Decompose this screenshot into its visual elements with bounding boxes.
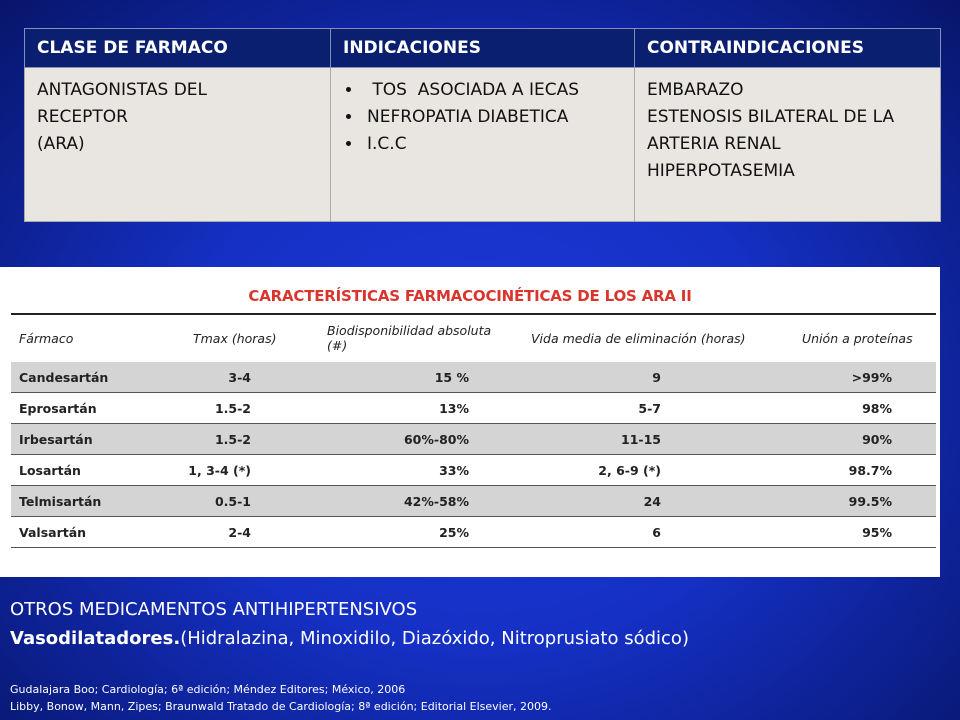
bioavailability: 42%-58% <box>291 486 501 517</box>
pharmacokinetics-panel <box>0 267 940 577</box>
half-life: 11-15 <box>501 424 766 455</box>
half-life: 24 <box>501 486 766 517</box>
half-life: 5-7 <box>501 393 766 424</box>
pk-header: Vida media de eliminación (horas) <box>501 320 766 359</box>
half-life: 9 <box>501 359 766 393</box>
contraindicacion-line: ARTERIA RENAL <box>647 134 781 154</box>
bioavailability: 15 % <box>291 359 501 393</box>
cell-clase <box>25 68 331 222</box>
contraindicacion-line: HIPERPOTASEMIA <box>647 161 795 181</box>
vasodilators-label: Vasodilatadores. <box>10 628 181 649</box>
pk-table <box>11 320 936 548</box>
table-row <box>11 393 936 424</box>
header-indicaciones: INDICACIONES <box>331 29 635 68</box>
bioavailability: 33% <box>291 455 501 486</box>
pk-header: Fármaco <box>11 320 171 359</box>
tmax: 2-4 <box>171 517 291 548</box>
table-row <box>11 424 936 455</box>
table-row <box>11 486 936 517</box>
table-row <box>11 517 936 548</box>
indicacion-item: • NEFROPATIA DIABETICA <box>363 104 622 131</box>
table-row <box>11 359 936 393</box>
pk-header: Tmax (horas) <box>171 320 291 359</box>
indicacion-item: • TOS ASOCIADA A IECAS <box>363 77 622 104</box>
contraindicacion-line: EMBARAZO <box>647 80 744 100</box>
clase-line: (ARA) <box>37 134 85 154</box>
drug-class-table <box>24 28 941 222</box>
drug-name: Telmisartán <box>11 486 171 517</box>
tmax: 1, 3-4 (*) <box>171 455 291 486</box>
contraindicacion-line: ESTENOSIS BILATERAL DE LA <box>647 107 895 127</box>
protein-binding: 95% <box>766 517 936 548</box>
pk-header: Unión a proteínas <box>766 320 936 359</box>
drug-name: Valsartán <box>11 517 171 548</box>
vasodilators-list: (Hidralazina, Minoxidilo, Diazóxido, Nitroprusiato sódico) <box>180 628 689 649</box>
reference-2: Libby, Bonow, Mann, Zipes; Braunwald Tratado de Cardiología; 8ª edición; Editorial Elsevier, 2009. <box>10 700 552 713</box>
drug-name: Candesartán <box>11 359 171 393</box>
vasodilators-line <box>10 628 689 649</box>
bioavailability: 13% <box>291 393 501 424</box>
title-rule <box>11 313 936 315</box>
bioavailability: 60%-80% <box>291 424 501 455</box>
other-drugs-heading: OTROS MEDICAMENTOS ANTIHIPERTENSIVOS <box>10 599 418 620</box>
protein-binding: >99% <box>766 359 936 393</box>
pk-header-row <box>11 320 936 359</box>
protein-binding: 98.7% <box>766 455 936 486</box>
protein-binding: 90% <box>766 424 936 455</box>
pk-title: CARACTERÍSTICAS FARMACOCINÉTICAS DE LOS ARA II <box>248 287 692 305</box>
half-life: 6 <box>501 517 766 548</box>
drug-name: Irbesartán <box>11 424 171 455</box>
half-life: 2, 6-9 (*) <box>501 455 766 486</box>
protein-binding: 99.5% <box>766 486 936 517</box>
drug-name: Losartán <box>11 455 171 486</box>
tmax: 3-4 <box>171 359 291 393</box>
clase-line: RECEPTOR <box>37 107 128 127</box>
table-row <box>11 455 936 486</box>
header-clase: CLASE DE FARMACO <box>25 29 331 68</box>
protein-binding: 98% <box>766 393 936 424</box>
clase-line: ANTAGONISTAS DEL <box>37 80 208 100</box>
header-contraindicaciones: CONTRAINDICACIONES <box>635 29 941 68</box>
pk-header: Biodisponibilidad absoluta (#) <box>291 320 501 359</box>
indicaciones-list <box>343 77 622 158</box>
indicacion-item: • I.C.C <box>363 131 622 158</box>
cell-contraindicaciones <box>635 68 941 222</box>
tmax: 0.5-1 <box>171 486 291 517</box>
reference-1: Gudalajara Boo; Cardiología; 6ª edición; Méndez Editores; México, 2006 <box>10 683 406 696</box>
tmax: 1.5-2 <box>171 424 291 455</box>
cell-indicaciones <box>331 68 635 222</box>
tmax: 1.5-2 <box>171 393 291 424</box>
drug-name: Eprosartán <box>11 393 171 424</box>
bioavailability: 25% <box>291 517 501 548</box>
